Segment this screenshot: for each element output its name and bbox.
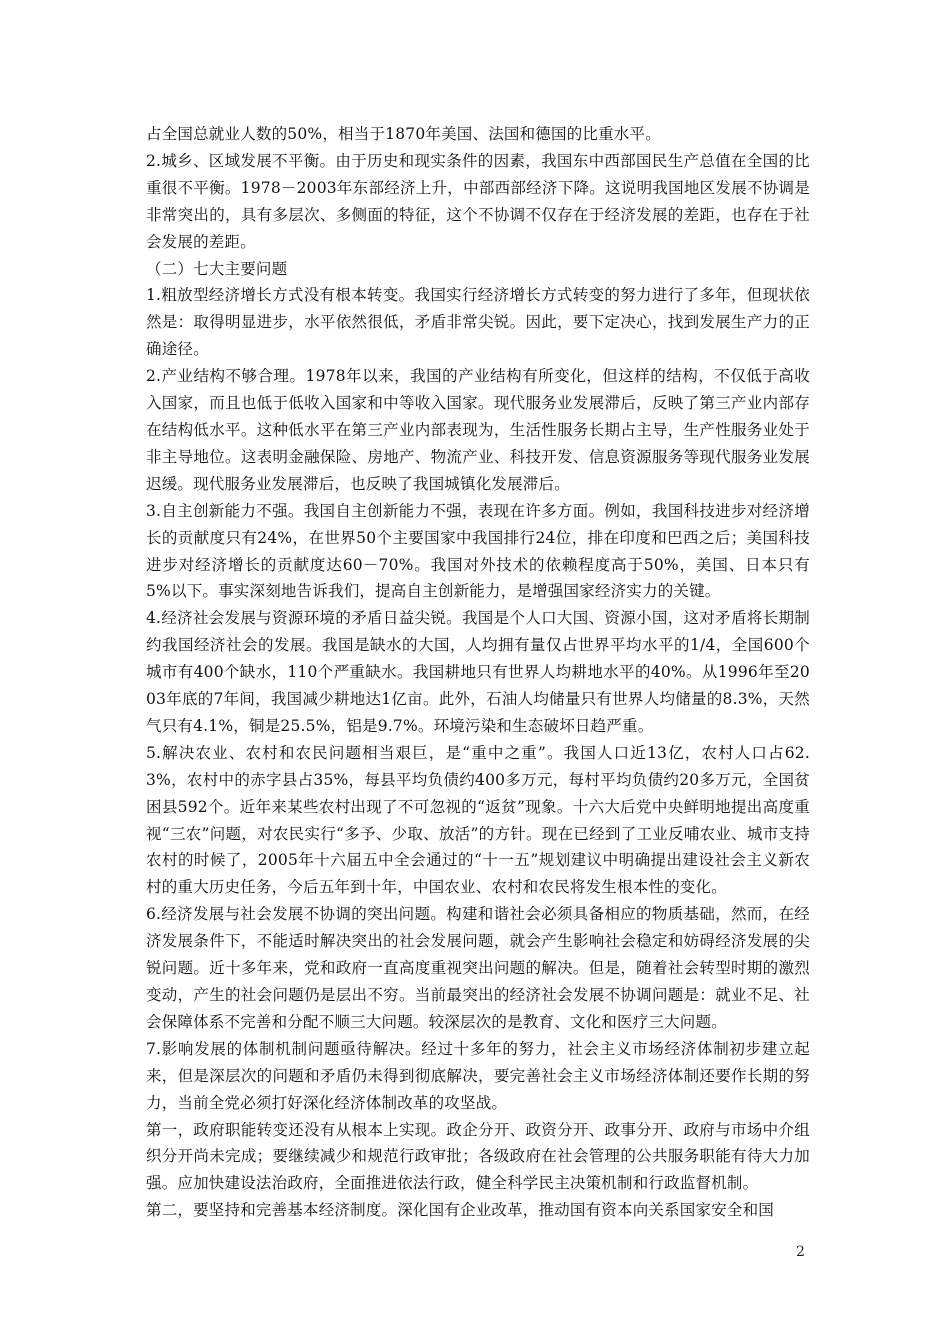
paragraph-rural-issues: 5.解决农业、农村和农民问题相当艰巨，是“重中之重”。我国人口近13亿，农村人口占62.3%，农村中的赤字县占35%，每县平均负债约400多万元，每村平均负债约20多万元，全国贫困县592个。近年来某些农村出现了不可忽视的“返贫”现象。十六大后党中央鲜明地提出高度重视“三农”问题，对农民实行“多予、少取、放活”的方针。现在已经到了工业反哺农业、城市支持农村的时候了，2005年十六届五中全会通过的“十一五”规划建议中明确提出建设社会主义新农村的重大历史任务，今后五年到十年，中国农业、农村和农民将发生根本性的变化。: [146, 743, 810, 897]
paragraph-industrial-structure: 2.产业结构不够合理。1978年以来，我国的产业结构有所变化，但这样的结构，不仅低于高收入国家，而且也低于低收入国家和中等收入国家。现代服务业发展滞后，反映了第三产业内部存在结构低水平。这种低水平在第三产业内部表现为，生活性服务长期占主导，生产性服务业处于非主导地位。这表明金融保险、房地产、物流产业、科技开发、信息资源服务等现代服务业发展迟缓。现代服务业发展滞后，也反映了我国城镇化发展滞后。: [146, 367, 810, 493]
page-number: 2: [796, 1244, 805, 1260]
document-body: [146, 121, 810, 1224]
paragraph-resources-environment: 4.经济社会发展与资源环境的矛盾日益尖锐。我国是个人口大国、资源小国，这对矛盾将长期制约我国经济社会的发展。我国是缺水的大国，人均拥有量仅占世界平均水平的1/4，全国600个城市有400个缺水，110个严重缺水。我国耕地只有世界人均耕地水平的40%。从1996年至2003年底的7年间，我国减少耕地达1亿亩。此外，石油人均储量只有世界人均储量的8.3%，天然气只有4.1%，铜是25.5%，铝是9.7%。环境污染和生态破坏日趋严重。: [146, 609, 810, 735]
paragraph-social-development: 6.经济发展与社会发展不协调的突出问题。构建和谐社会必须具备相应的物质基础，然而，在经济发展条件下，不能适时解决突出的社会发展问题，就会产生影响社会稳定和妨碍经济发展的尖锐问题。近十多年来，党和政府一直高度重视突出问题的解决。但是，随着社会转型时期的激烈变动，产生的社会问题仍是层出不穷。当前最突出的经济社会发展不协调问题是：就业不足、社会保障体系不完善和分配不顺三大问题。较深层次的是教育、文化和医疗三大问题。: [146, 905, 810, 1031]
paragraph-employment-share: 占全国总就业人数的50%，相当于1870年美国、法国和德国的比重水平。: [146, 125, 661, 143]
paragraph-regional-imbalance: 2.城乡、区域发展不平衡。由于历史和现实条件的因素，我国东中西部国民生产总值在全国的比重很不平衡。1978－2003年东部经济上升，中部西部经济下降。这说明我国地区发展不协调是非常突出的，具有多层次、多侧面的特征，这个不协调不仅存在于经济发展的差距，也存在于社会发展的差距。: [146, 151, 810, 251]
paragraph-innovation-capacity: 3.自主创新能力不强。我国自主创新能力不强，表现在许多方面。例如，我国科技进步对经济增长的贡献度只有24%，在世界50个主要国家中我国排行24位，排在印度和巴西之后；美国科技进步对经济增长的贡献度达60－70%。我国对外技术的依赖程度高于50%，美国、日本只有5%以下。事实深刻地告诉我们，提高自主创新能力，是增强国家经济实力的关键。: [146, 501, 810, 601]
paragraph-government-functions: 第一，政府职能转变还没有从根本上实现。政企分开、政资分开、政事分开、政府与市场中介组织分开尚未完成；要继续减少和规范行政审批；各级政府在社会管理的公共服务职能有待大力加强。应加快建设法治政府，全面推进依法行政，健全科学民主决策机制和行政监督机制。: [146, 1120, 810, 1193]
paragraph-institutional-reform: 7.影响发展的体制机制问题亟待解决。经过十多年的努力，社会主义市场经济体制初步建立起来，但是深层次的问题和矛盾仍未得到彻底解决，要完善社会主义市场经济体制还要作长期的努力，当前全党必须打好深化经济体制改革的攻坚战。: [146, 1039, 810, 1112]
section-heading-seven-problems: （二）七大主要问题: [146, 259, 288, 278]
paragraph-basic-economic-system: 第二，要坚持和完善基本经济制度。深化国有企业改革，推动国有资本向关系国家安全和国: [146, 1201, 775, 1220]
paragraph-growth-mode: 1.粗放型经济增长方式没有根本转变。我国实行经济增长方式转变的努力进行了多年，但现状依然是：取得明显进步，水平依然很低，矛盾非常尖锐。因此，要下定决心，找到发展生产力的正确途径。: [146, 286, 810, 359]
